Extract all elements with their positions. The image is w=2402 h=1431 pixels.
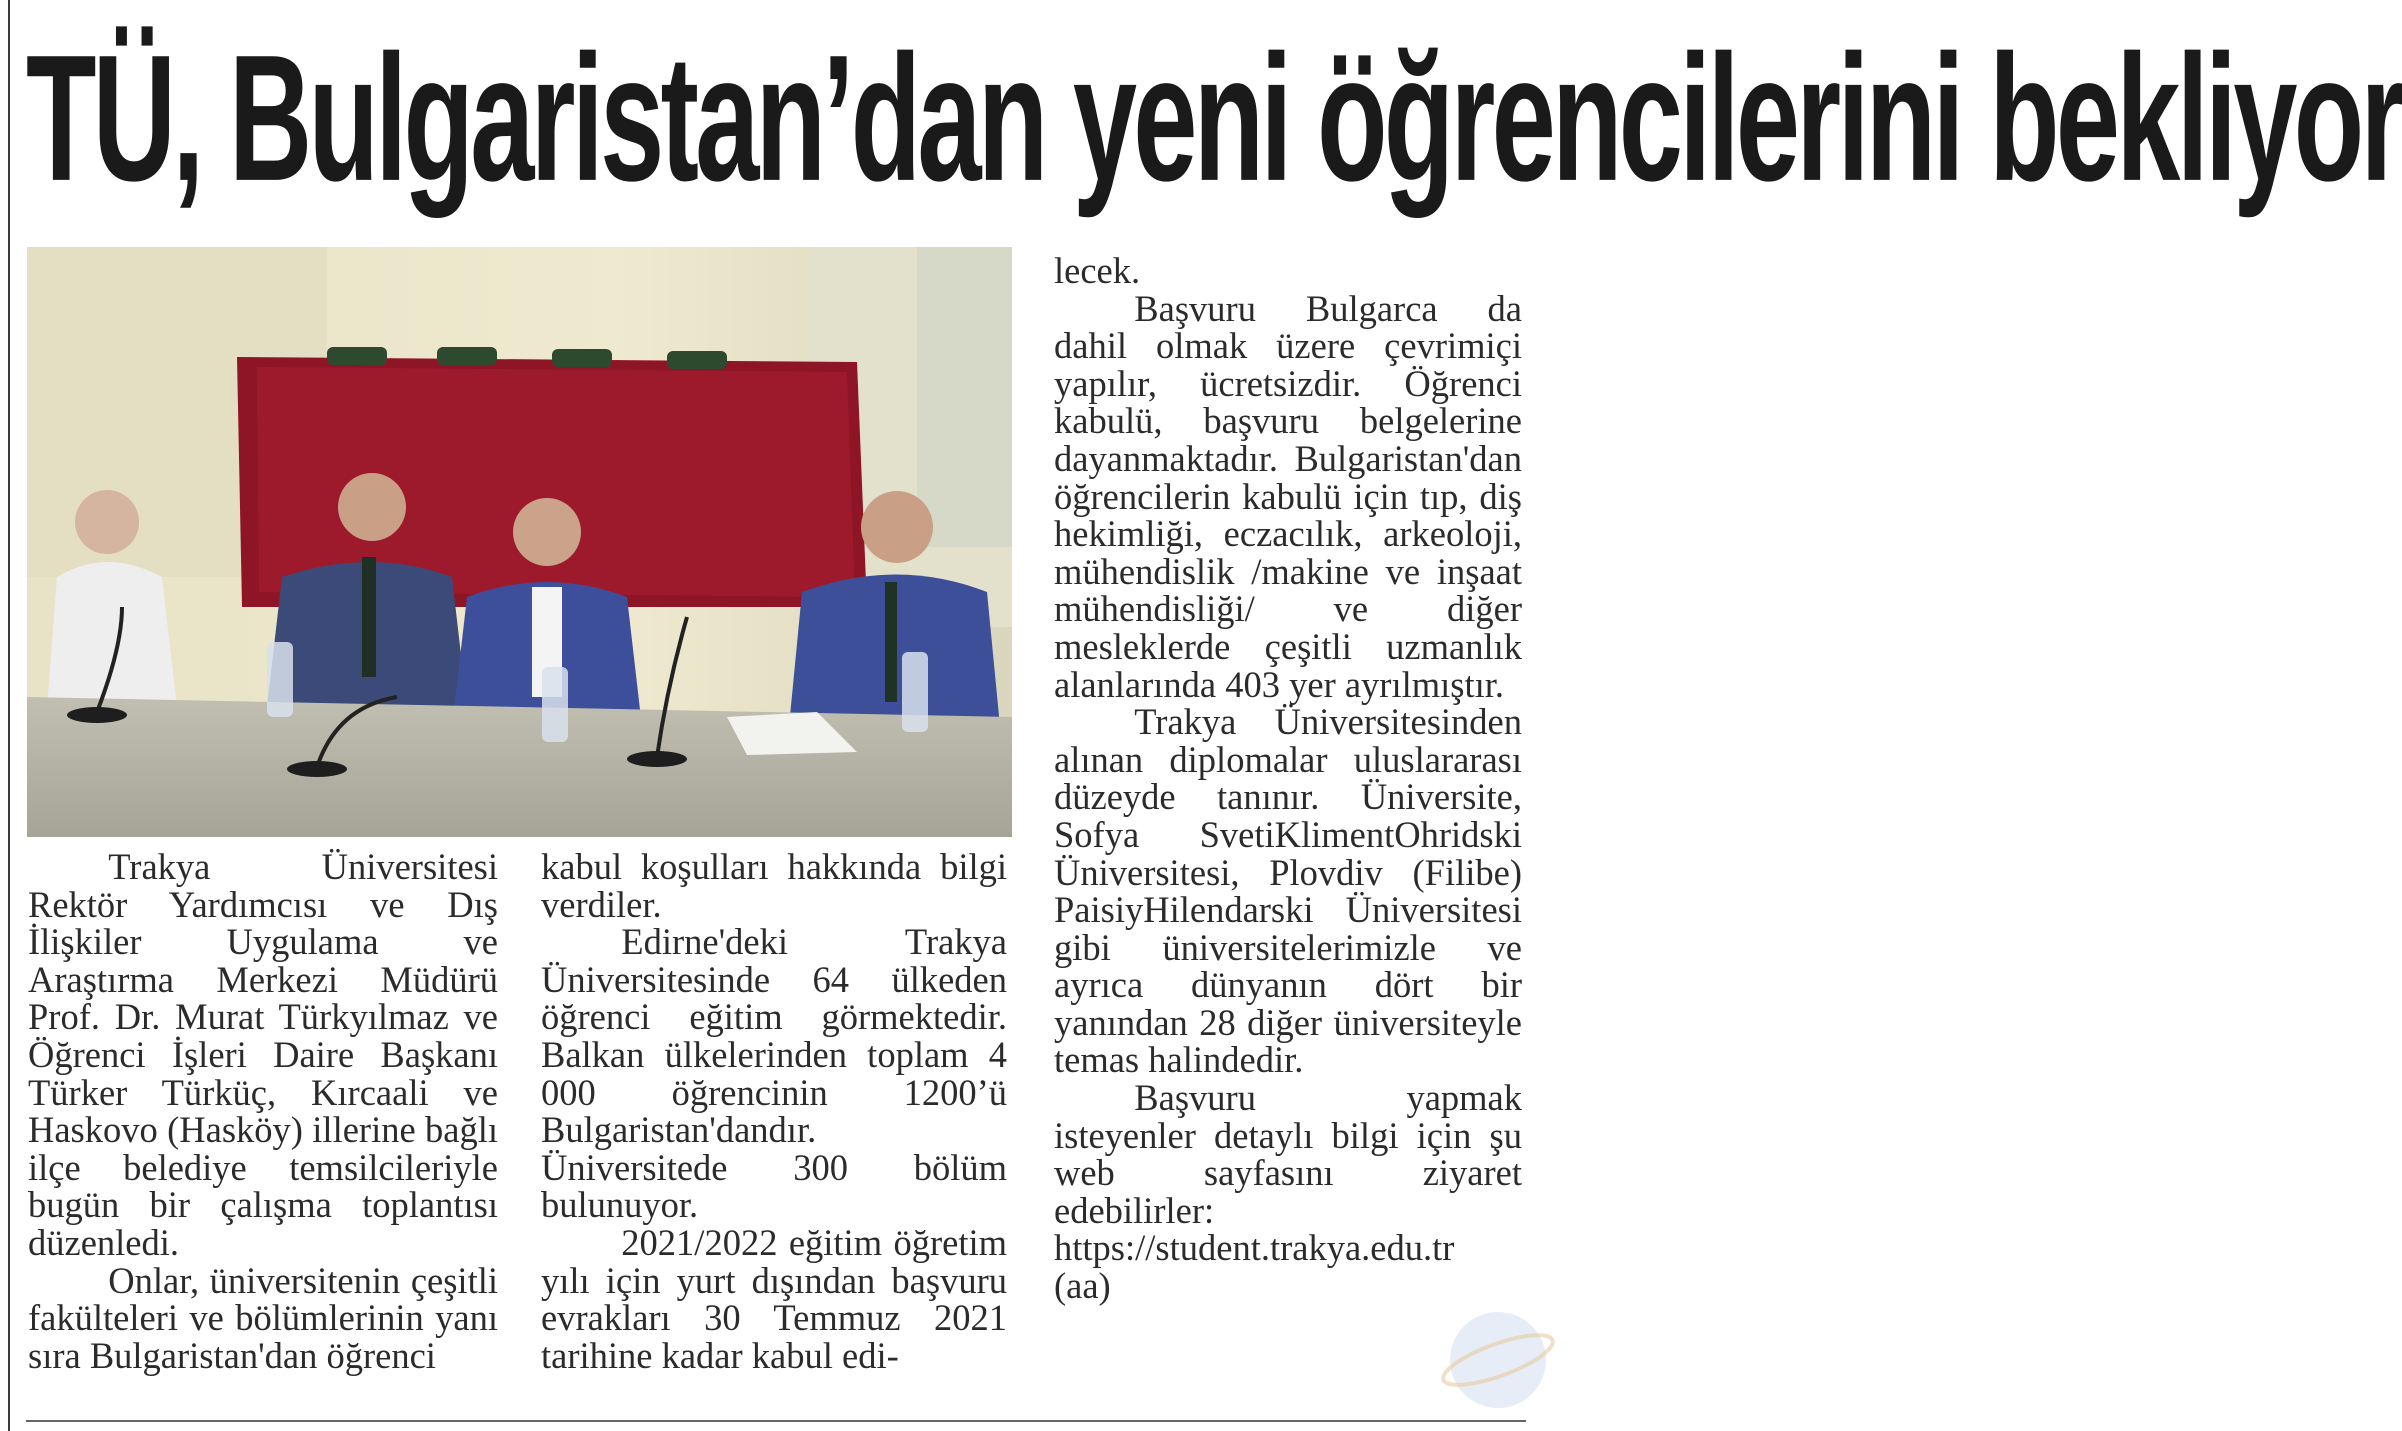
paragraph: lecek. [1054,250,1141,291]
paragraph: Trakya Üniversitesi Rektör Yardımcısı ve Dış İlişkiler Uygulama ve Araştırma Merkezi Müdürü Prof. Dr. Murat Türkyılmaz ve Öğrenci İşleri Daire Başkanı Türker Türküç, Kırcaali ve Haskovo (Hasköy) illerine bağlı ilçe belediye temsilcileriyle bugün bir çalışma toplantısı düzenledi. [28,846,498,1263]
paragraph: kabul koşulları hakkında bilgi verdiler. [541,846,1007,925]
paragraph: 2021/2022 eğitim öğretim yılı için yurt dışından başvuru evrakları 30 Temmuz 2021 tarihine kadar kabul edi- [541,1221,1007,1376]
article-column-2 [541,848,1007,1374]
article-column-1 [28,848,498,1374]
source-agency: (aa) [1054,1265,1111,1307]
paragraph: Trakya Üniversitesinden alınan diplomalar uluslararası düzeyde tanınır. Üniversite, Sofya SvetiKlimentOhridski Üniversitesi, Plovdiv (Filibe) PaisiyHilendarski Üniversitesi gibi üniversitelerimizle ve ayrıca dünyanın dört bir yanından 28 diğer üniversiteyle temas halindedir. [1054,701,1522,1081]
paragraph: Edirne'deki Trakya Üniversitesinde 64 ülkeden öğrenci eğitim görmektedir. Balkan ülkelerinden toplam 4 000 öğrencinin 1200’ü Bulgaristan'dandır. Üniversitede 300 bölüm bulunuyor. [541,921,1007,1226]
globe-watermark-icon [1443,1305,1553,1415]
page-left-rule [8,0,10,1431]
bottom-rule [26,1420,1526,1422]
paragraph: Başvuru yapmak isteyenler detaylı bilgi için şu web sayfasını ziyaret edebilirler: [1054,1077,1522,1231]
headline: TÜ, Bulgaristan’dan yeni öğrencilerini bekliyor [26,18,2402,220]
source-url: https://student.trakya.edu.tr [1054,1227,1455,1269]
paragraph: Başvuru Bulgarca da dahil olmak üzere çevrimiçi yapılır, ücretsizdir. Öğrenci kabulü, başvuru belgelerine dayanmaktadır. Bulgaristan'dan öğrencilerin kabulü için tıp, diş hekimliği, eczacılık, arkeoloji, mühendislik /makine ve inşaat mühendisliği/ ve diğer mesleklerde çeşitli uzmanlık alanlarında 403 yer ayrılmıştır. [1054,287,1522,705]
article-photo [27,247,1012,837]
paragraph: Onlar, üniversitenin çeşitli fakülteleri ve bölümlerinin yanı sıra Bulgaristan'dan öğrenci [28,1259,498,1376]
meeting-photo-illustration [27,247,1012,837]
article-column-3 [1054,252,1522,1305]
